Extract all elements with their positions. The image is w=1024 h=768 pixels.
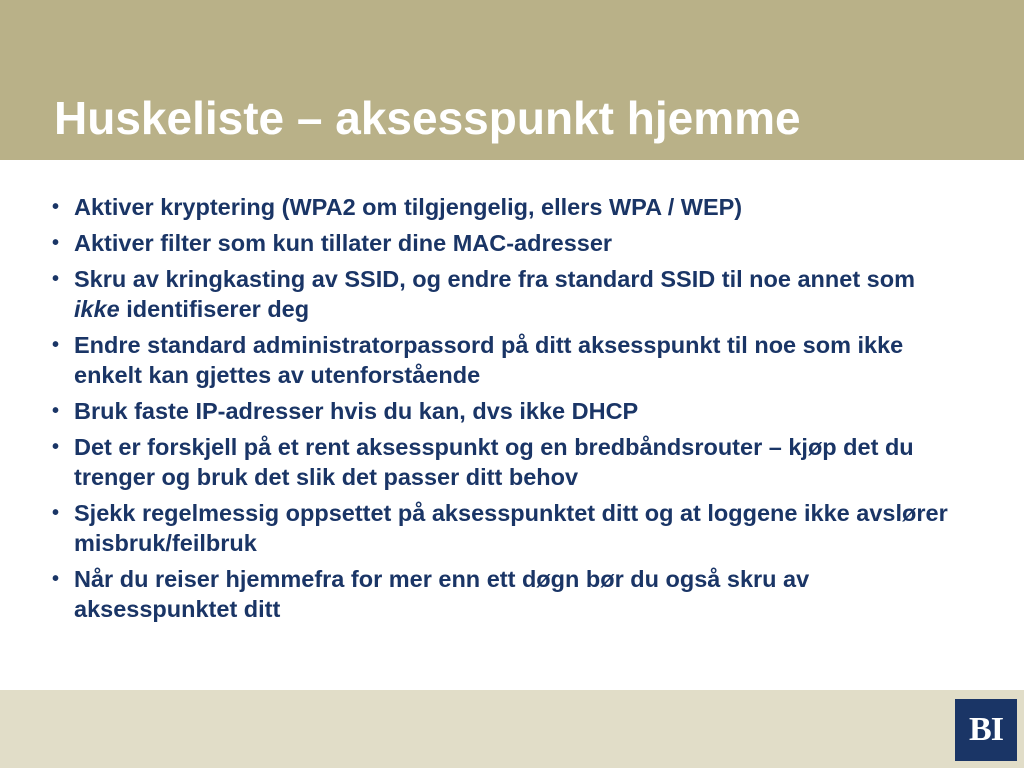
bullet-list xyxy=(52,192,962,630)
bullet-text: Det er forskjell på et rent aksesspunkt og en bredbåndsrouter – kjøp det du trenger og bruk det slik det passer ditt behov xyxy=(74,434,914,490)
bullet-text: Bruk faste IP-adresser hvis du kan, dvs ikke DHCP xyxy=(74,398,639,424)
bullet-text: Sjekk regelmessig oppsettet på aksesspunktet ditt og at loggene ikke avslører misbruk/feilbruk xyxy=(74,500,948,556)
bullet-icon: • xyxy=(52,568,60,590)
bullet-text-part: identifiserer deg xyxy=(119,296,310,322)
bullet-icon: • xyxy=(52,436,60,458)
bullet-icon: • xyxy=(52,196,60,218)
bullet-item xyxy=(52,228,962,258)
slide-title: Huskeliste – aksesspunkt hjemme xyxy=(54,92,801,144)
bullet-text: Når du reiser hjemmefra for mer enn ett døgn bør du også skru av aksesspunktet ditt xyxy=(74,566,810,622)
bullet-icon: • xyxy=(52,502,60,524)
bullet-item xyxy=(52,396,962,426)
bullet-item xyxy=(52,498,962,558)
bullet-icon: • xyxy=(52,400,60,422)
bullet-item xyxy=(52,564,962,624)
bullet-item xyxy=(52,192,962,222)
bullet-icon: • xyxy=(52,232,60,254)
bi-logo: BI xyxy=(955,699,1017,761)
bullet-item xyxy=(52,330,962,390)
title-banner xyxy=(0,0,1024,160)
bullet-text: Endre standard administratorpassord på ditt aksesspunkt til noe som ikke enkelt kan gjettes av utenforstående xyxy=(74,332,904,388)
bullet-text-emphasis: ikke xyxy=(74,296,120,322)
footer-band xyxy=(0,690,1024,768)
bullet-item xyxy=(52,264,962,324)
bullet-item xyxy=(52,432,962,492)
bullet-text: Aktiver kryptering (WPA2 om tilgjengelig, ellers WPA / WEP) xyxy=(74,194,743,220)
bullet-text-part: Skru av kringkasting av SSID, og endre fra standard SSID til noe annet som xyxy=(74,266,915,292)
bullet-icon: • xyxy=(52,268,60,290)
bullet-icon: • xyxy=(52,334,60,356)
bullet-text: Aktiver filter som kun tillater dine MAC-adresser xyxy=(74,230,613,256)
